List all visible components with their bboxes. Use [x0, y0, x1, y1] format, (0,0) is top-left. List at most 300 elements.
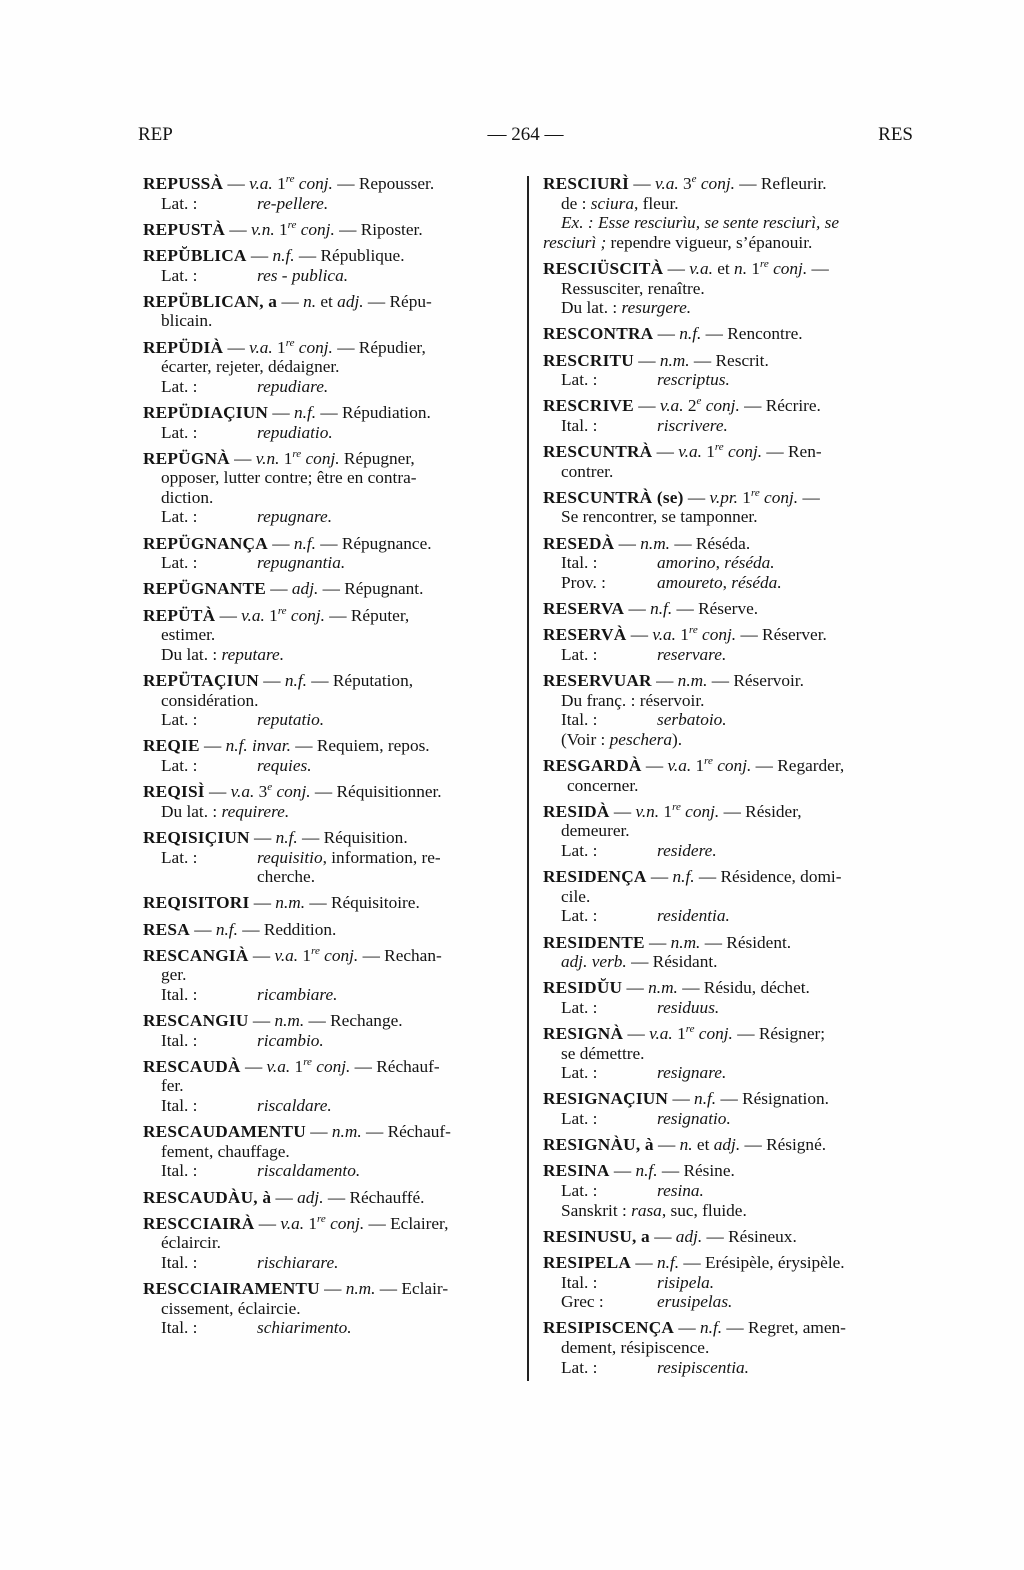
definition-text: — — [633, 396, 660, 416]
superscript: re — [285, 336, 295, 349]
definition-text: — — [189, 919, 216, 939]
italic-text: reservare. — [657, 644, 727, 664]
dictionary-entry — [143, 1011, 523, 1050]
headword: REQISITORI — [143, 893, 250, 913]
definition-text: — Eclair- — [375, 1279, 449, 1299]
etymology-label: Grec : — [561, 1292, 604, 1312]
entry-detail-line — [143, 1142, 523, 1162]
definition-text: — Réputation, — [306, 671, 414, 690]
dictionary-entry — [543, 1024, 923, 1083]
dictionary-entry — [543, 174, 923, 252]
italic-text: schiarimento. — [257, 1318, 352, 1338]
dictionary-entry — [143, 1279, 523, 1338]
definition-text: blicain. — [161, 311, 213, 331]
italic-text: n.m. — [345, 1279, 376, 1299]
definition-text: Sanskrit : — [561, 1200, 632, 1220]
entry-headline — [543, 534, 923, 554]
dictionary-entry — [143, 449, 523, 527]
page-number: — 264 — — [487, 124, 564, 145]
headword: REPUSSÀ — [143, 174, 224, 193]
definition-text: — — [265, 579, 292, 599]
italic-text: repugnantia. — [257, 553, 346, 573]
italic-text: n.m. — [640, 533, 670, 553]
dictionary-entry — [143, 1188, 523, 1208]
dictionary-entry — [143, 338, 523, 397]
entry-detail-line — [543, 776, 923, 796]
entry-headline — [543, 1253, 923, 1273]
superscript: re — [714, 441, 724, 454]
headword: RESINUSU, a — [543, 1226, 650, 1246]
dictionary-entry — [143, 403, 523, 442]
definition-text: — — [798, 487, 820, 507]
italic-text: reputatio. — [257, 710, 325, 730]
definition-text: 1 — [747, 258, 760, 278]
italic-text: riscrivere. — [657, 415, 728, 435]
italic-text: n.m. — [659, 350, 690, 370]
definition-text: — Résigné. — [740, 1135, 827, 1155]
italic-text: n.f. — [694, 1089, 717, 1109]
definition-text: considération. — [161, 690, 259, 710]
headword: RESIGNÀU, à — [543, 1135, 654, 1155]
definition-text: — — [629, 174, 656, 193]
entry-headline — [143, 292, 523, 312]
entry-detail-line — [143, 965, 523, 985]
entry-detail-line — [143, 377, 523, 397]
dictionary-entry — [543, 259, 923, 318]
entry-headline — [543, 174, 923, 194]
etymology-label: Ital. : — [161, 1096, 198, 1116]
definition-text: — Récrire. — [739, 396, 821, 416]
entry-detail-line — [143, 266, 523, 286]
etymology-label: Ital. : — [161, 1318, 198, 1338]
definition-text: 1 — [274, 219, 288, 239]
dictionary-entry — [143, 782, 523, 821]
dictionary-entry — [143, 946, 523, 1005]
dictionary-entry — [143, 828, 523, 887]
definition-text: — Réchauf- — [350, 1056, 440, 1076]
entry-detail-line — [543, 952, 923, 972]
entry-detail-line — [143, 1096, 523, 1116]
entry-detail-line — [543, 370, 923, 390]
italic-text: v.n. — [635, 801, 660, 821]
entry-detail-line — [543, 1201, 923, 1221]
dictionary-entry — [543, 625, 923, 664]
superscript: e — [696, 395, 702, 408]
entry-detail-line — [143, 645, 523, 665]
dictionary-entry — [143, 1057, 523, 1116]
definition-text: — — [649, 1226, 676, 1246]
headword: RESCAUDAMENTU — [143, 1122, 306, 1142]
dictionary-entry — [543, 756, 923, 795]
definition-text: — — [268, 402, 295, 422]
entry-headline — [143, 946, 523, 966]
entry-headline — [143, 174, 523, 194]
definition-text: ). — [672, 729, 683, 749]
definition-text: — Rescrit. — [689, 350, 769, 370]
italic-text: v.a. — [230, 782, 255, 802]
italic-text: conj. — [294, 174, 333, 193]
entry-detail-line — [143, 691, 523, 711]
headword: REPÜTAÇIUN — [143, 671, 259, 690]
definition-text: — — [254, 1213, 281, 1233]
etymology-label: Lat. : — [561, 906, 598, 926]
italic-text: conj. — [696, 174, 735, 193]
italic-text: conj. — [286, 605, 325, 625]
italic-text: n.f. invar. — [225, 736, 291, 756]
italic-text: amoureto — [657, 572, 723, 592]
definition-text: — — [622, 978, 649, 998]
etymology-label: Lat. : — [161, 710, 198, 730]
italic-text: n.f. — [679, 324, 702, 344]
entry-detail-line — [143, 625, 523, 645]
headword: RESCANGIÀ — [143, 945, 249, 965]
italic-text: conj. — [301, 448, 340, 468]
entry-detail-line — [143, 1233, 523, 1253]
definition-text: rependre vigueur, s’épanouir. — [606, 232, 813, 252]
etymology-label: Lat. : — [561, 370, 598, 390]
italic-text: repudiare. — [257, 376, 329, 396]
italic-text: conj. — [294, 337, 333, 357]
superscript: re — [317, 1213, 326, 1226]
italic-text: amorino — [657, 553, 716, 573]
entry-detail-line — [543, 1109, 923, 1129]
headword: REPUSTÀ — [143, 219, 226, 239]
entry-detail-line — [543, 1338, 923, 1358]
italic-text: adj. verb. — [561, 952, 627, 972]
entry-headline — [543, 488, 923, 508]
definition-text: ger. — [161, 965, 187, 985]
definition-text: — — [807, 258, 829, 278]
italic-text: adj. — [675, 1226, 703, 1246]
definition-text: concerner. — [567, 775, 639, 795]
headword: REQISÌ — [143, 782, 205, 802]
italic-text: n.f. — [635, 1161, 658, 1181]
definition-text: — — [631, 1252, 657, 1272]
dictionary-entry — [543, 1227, 923, 1247]
dictionary-entry — [143, 671, 523, 730]
definition-text: — Résidence, domi- — [694, 867, 842, 887]
entry-detail-line — [543, 194, 923, 214]
header-right-guideword: RES — [878, 124, 913, 145]
headword: REPÜGNÀ — [143, 448, 230, 468]
definition-text: — — [644, 932, 671, 952]
italic-text: n.m. — [331, 1122, 362, 1142]
entry-detail-line — [543, 1044, 923, 1064]
entry-headline — [143, 1057, 523, 1077]
definition-text: — — [609, 1161, 636, 1181]
italic-text: v.a. — [249, 337, 273, 357]
entry-detail-line — [143, 488, 523, 508]
headword: RESIPISCENÇA — [543, 1318, 675, 1338]
dictionary-entry — [143, 920, 523, 940]
definition-text: , — [715, 553, 725, 573]
italic-text: conj. — [319, 945, 359, 965]
dictionary-entry — [143, 1214, 523, 1273]
italic-text: conj. — [712, 755, 752, 775]
italic-text: v.a. — [274, 945, 299, 965]
entry-headline — [543, 933, 923, 953]
entry-detail-line — [143, 1299, 523, 1319]
entry-headline — [543, 671, 923, 691]
etymology-label: Prov. : — [561, 572, 606, 592]
definition-text: — — [215, 605, 242, 625]
dictionary-entry — [543, 978, 923, 1017]
left-column — [143, 174, 523, 1345]
entry-detail-line — [143, 507, 523, 527]
definition-text: — Résident. — [700, 932, 792, 952]
definition-text: — Résidu, déchet. — [677, 978, 810, 998]
definition-text: — Refleurir. — [734, 174, 827, 193]
dictionary-entry — [543, 1135, 923, 1155]
superscript: re — [750, 487, 760, 500]
italic-text: n.f. — [656, 1252, 680, 1272]
italic-text: peschera — [609, 729, 673, 749]
etymology-label: Ital. : — [561, 710, 598, 730]
definition-text: — Regarder, — [751, 755, 845, 775]
italic-text: requisitio — [257, 847, 323, 867]
entry-detail-line — [543, 1358, 923, 1378]
italic-text: réséda. — [724, 553, 775, 573]
italic-text: v.n. — [250, 219, 275, 239]
dictionary-entry — [543, 534, 923, 593]
definition-text: — Riposter. — [334, 219, 423, 239]
entry-detail-line — [143, 1031, 523, 1051]
dictionary-entry — [543, 599, 923, 619]
superscript: e — [691, 173, 697, 186]
definition-text: 3 — [678, 174, 692, 193]
definition-text: — Réputer, — [324, 605, 410, 625]
definition-text: — — [683, 487, 710, 507]
definition-text: — Répugnance. — [315, 533, 432, 553]
definition-text: — République. — [294, 245, 405, 265]
dictionary-entry — [543, 324, 923, 344]
definition-text: — Réquisitionner. — [310, 782, 442, 802]
definition-text: — — [229, 448, 256, 468]
etymology-label: Lat. : — [561, 997, 598, 1017]
definition-text: dement, résipiscence. — [561, 1337, 710, 1357]
headword: RESIGNAÇIUN — [543, 1089, 669, 1109]
etymology-label: Lat. : — [161, 553, 198, 573]
etymology-label: Lat. : — [561, 840, 598, 860]
definition-text: — — [646, 867, 673, 887]
definition-text: — — [223, 174, 250, 193]
entry-headline — [543, 1024, 923, 1044]
entry-headline — [543, 1089, 923, 1109]
dictionary-entry — [143, 174, 523, 213]
definition-text: 1 — [691, 755, 705, 775]
italic-text: conj. — [325, 1213, 365, 1233]
definition-text: — Réquisitoire. — [305, 893, 420, 913]
definition-text: — Réserver. — [736, 625, 827, 645]
entry-headline — [543, 599, 923, 619]
italic-text: n.f. — [650, 599, 673, 619]
italic-text: rasa — [631, 1200, 662, 1220]
italic-text: ricambio. — [257, 1030, 324, 1050]
italic-text: requirere. — [221, 801, 290, 821]
italic-text: v.a. — [249, 174, 273, 193]
definition-text: (Voir : — [561, 729, 610, 749]
headword: REQIE — [143, 736, 200, 756]
entry-detail-line — [143, 756, 523, 776]
entry-headline — [543, 351, 923, 371]
italic-text: conj. — [759, 487, 799, 507]
headword: RESCIÜSCITÀ — [543, 258, 664, 278]
definition-text: 3 — [254, 782, 268, 802]
definition-text: — Regret, amen- — [722, 1318, 846, 1338]
headword: RESCRITU — [543, 350, 634, 370]
definition-text: , fleur. — [633, 193, 679, 213]
dictionary-entry — [543, 867, 923, 926]
entry-detail-line — [143, 1076, 523, 1096]
italic-text: réséda. — [731, 572, 782, 592]
definition-text: — Rechange. — [304, 1011, 403, 1031]
etymology-label: Lat. : — [561, 1109, 598, 1129]
definition-text: fement, chauffage. — [161, 1141, 290, 1161]
definition-text: — — [225, 219, 251, 239]
entry-detail-line — [143, 423, 523, 443]
definition-text: — Répudier, — [332, 337, 426, 357]
superscript: re — [685, 1023, 695, 1036]
dictionary-entry — [543, 488, 923, 527]
definition-text: — Réserve. — [672, 599, 759, 619]
definition-text: — — [614, 533, 641, 553]
italic-text: erusipelas. — [657, 1292, 733, 1312]
etymology-label: Lat. : — [561, 1357, 598, 1377]
superscript: e — [267, 781, 273, 794]
definition-text: — — [305, 1122, 332, 1142]
definition-text: Du lat. : — [161, 801, 222, 821]
definition-text: demeurer. — [561, 821, 630, 841]
entry-headline — [143, 403, 523, 423]
etymology-label: Lat. : — [561, 644, 598, 664]
definition-text: — Résider, — [719, 801, 802, 821]
italic-text: n.m. — [275, 893, 306, 913]
etymology-label: Lat. : — [161, 422, 198, 442]
headword: REPÜDIAÇIUN — [143, 402, 269, 422]
entry-headline — [543, 324, 923, 344]
italic-text: v.a. — [280, 1213, 305, 1233]
etymology-label: Lat. : — [161, 376, 198, 396]
superscript: re — [285, 173, 295, 186]
entry-headline — [143, 338, 523, 358]
definition-text: — Résineux. — [702, 1226, 797, 1246]
definition-text: — — [624, 599, 651, 619]
entry-detail-line — [543, 279, 923, 299]
definition-text: et — [712, 258, 735, 278]
definition-text: — Repousser. — [332, 174, 435, 193]
superscript: re — [688, 624, 698, 637]
definition-text: — Eclairer, — [364, 1213, 449, 1233]
definition-text: — — [204, 782, 231, 802]
headword: RESCRIVE — [543, 396, 634, 416]
definition-text: cissement, éclaircie. — [161, 1298, 301, 1318]
entry-detail-line — [143, 357, 523, 377]
definition-text: 1 — [701, 442, 715, 462]
italic-text: n.f. — [293, 533, 316, 553]
definition-text: — — [249, 893, 276, 913]
dictionary-entry — [143, 246, 523, 285]
italic-text: residere. — [657, 840, 717, 860]
entry-detail-line — [143, 710, 523, 730]
entry-headline — [543, 978, 923, 998]
dictionary-entry — [543, 933, 923, 972]
italic-text: n.m. — [648, 978, 678, 998]
definition-text: — Requiem, repos. — [290, 736, 430, 756]
definition-text: — Réquisition. — [297, 827, 408, 847]
definition-text: 1 — [298, 945, 312, 965]
entry-headline — [543, 1135, 923, 1155]
entry-detail-line — [543, 645, 923, 665]
definition-text: cherche. — [257, 867, 316, 887]
entry-detail-line — [543, 213, 923, 233]
headword: RESCUNTRÀ (se) — [543, 487, 684, 507]
entry-detail-line — [543, 730, 923, 750]
definition-text: et — [316, 291, 338, 311]
right-column — [543, 174, 923, 1384]
definition-text: 1 — [290, 1056, 304, 1076]
headword: RESCAUDÀU, à — [143, 1187, 272, 1207]
definition-text: — — [674, 1318, 701, 1338]
column-divider — [527, 176, 529, 1381]
definition-text: — — [653, 324, 680, 344]
italic-text: conj. — [311, 1056, 351, 1076]
entry-headline — [143, 828, 523, 848]
entry-detail-line — [143, 553, 523, 573]
definition-text: fer. — [161, 1076, 184, 1096]
entry-detail-line — [543, 998, 923, 1018]
entry-headline — [143, 1122, 523, 1142]
headword: RESCONTRA — [543, 324, 654, 344]
header-left-guideword: REP — [138, 124, 173, 145]
entry-detail-line — [143, 985, 523, 1005]
definition-text: — — [623, 1024, 650, 1044]
italic-text: ricambiare. — [257, 984, 338, 1004]
definition-text: — — [240, 1056, 267, 1076]
definition-text: — Résigner; — [732, 1024, 826, 1044]
italic-text: conj. — [768, 258, 808, 278]
entry-detail-line — [543, 1063, 923, 1083]
entry-headline — [143, 920, 523, 940]
italic-text: v.a. — [655, 174, 679, 193]
definition-text: 1 — [737, 487, 751, 507]
entry-headline — [543, 1227, 923, 1247]
entry-detail-line — [143, 1318, 523, 1338]
entry-detail-line — [143, 311, 523, 331]
headword: RESIDÀ — [543, 801, 610, 821]
italic-text: n. — [734, 258, 748, 278]
italic-text: n.f. — [272, 245, 295, 265]
entry-headline — [543, 625, 923, 645]
headword: RESA — [143, 919, 190, 939]
italic-text: v.pr. — [709, 487, 738, 507]
italic-text: requies. — [257, 755, 312, 775]
italic-text: n. — [679, 1135, 693, 1155]
etymology-label: Ital. : — [161, 984, 198, 1004]
definition-text: — — [641, 755, 668, 775]
definition-text: 1 — [272, 174, 286, 193]
headword: RESEDÀ — [543, 533, 615, 553]
etymology-label: Ital. : — [561, 1272, 598, 1292]
definition-text: de : — [561, 193, 591, 213]
definition-text: — — [319, 1279, 346, 1299]
italic-text: n.f. — [275, 827, 298, 847]
headword: RESIDŬU — [543, 978, 623, 998]
superscript: re — [672, 800, 681, 813]
etymology-label: Lat. : — [561, 1063, 598, 1083]
italic-text: resignatio. — [657, 1109, 731, 1129]
definition-text: , — [722, 572, 732, 592]
entry-headline — [543, 396, 923, 416]
